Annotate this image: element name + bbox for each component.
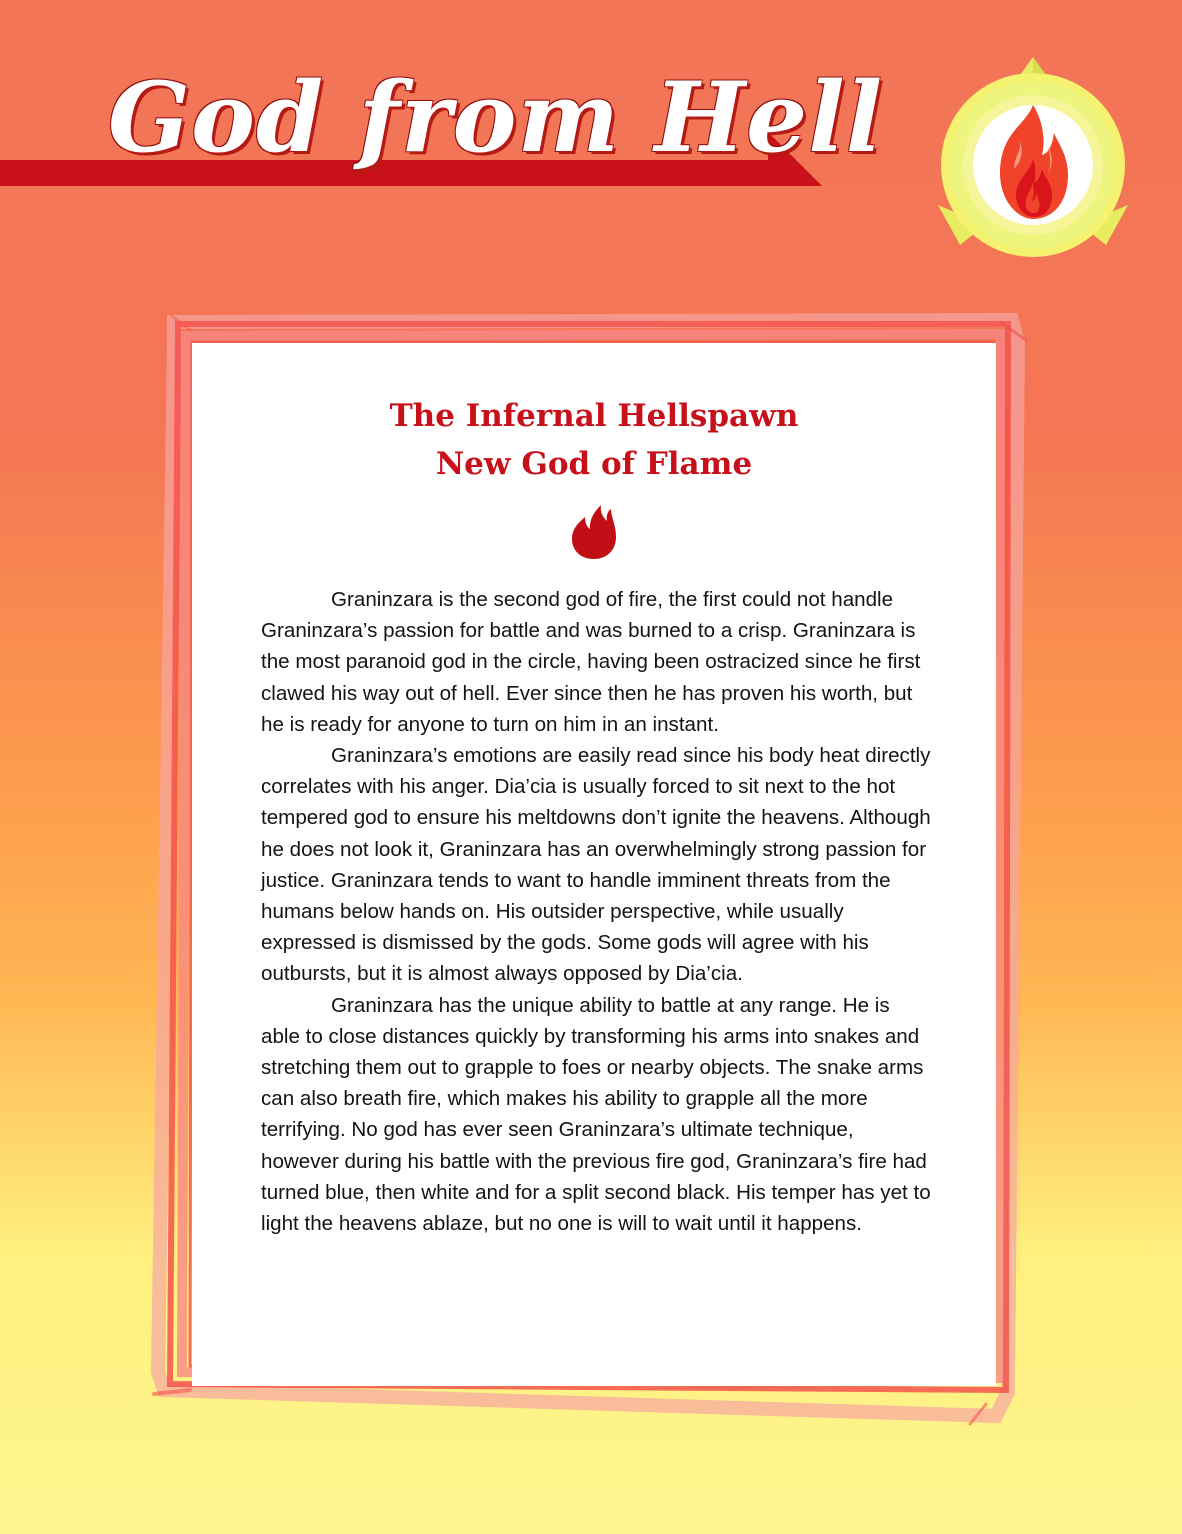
body-text	[261, 584, 933, 1239]
subtitle-line-1: The Infernal Hellspawn	[389, 398, 799, 434]
subtitle-line-2: New God of Flame	[435, 446, 753, 482]
paragraph: Graninzara’s emotions are easily read since his body heat directly correlates with his anger. Dia’cia is usually forced to sit next to the hot tempered god to ensure his meltdowns don’t ignite the heavens. Although he does not look it, Graninzara has an overwhelmingly strong passion for justice. Graninzara tends to want to handle imminent threats from the humans below hands on. His outsider perspective, while usually expressed is dismissed by the gods. Some gods will agree with his outbursts, but it is almost always opposed by Dia’cia.	[261, 744, 931, 986]
page-title: God from Hell	[108, 61, 884, 174]
card-subtitle	[192, 392, 996, 488]
fire-emblem-icon	[930, 55, 1136, 271]
paragraph: Graninzara has the unique ability to battle at any range. He is able to close distances quickly by transforming his arms into snakes and stretching them out to grapple to foes or nearby objects. The snake arms can also breath fire, which makes his ability to grapple all the more terrifying. No god has ever seen Graninzara’s ultimate technique, however during his battle with the previous fire god, Graninzara’s fire had turned blue, then white and for a split second black. His temper has yet to light the heavens ablaze, but no one is will to wait until it happens.	[261, 993, 931, 1236]
paragraph: Graninzara is the second god of fire, the first could not handle Graninzara’s passion for battle and was burned to a crisp. Graninzara is the most paranoid god in the circle, having been ostracized since he first clawed his way out of hell. Ever since then he has proven his worth, but he is ready for anyone to turn on him in an instant.	[261, 588, 921, 736]
flame-icon	[569, 503, 619, 561]
